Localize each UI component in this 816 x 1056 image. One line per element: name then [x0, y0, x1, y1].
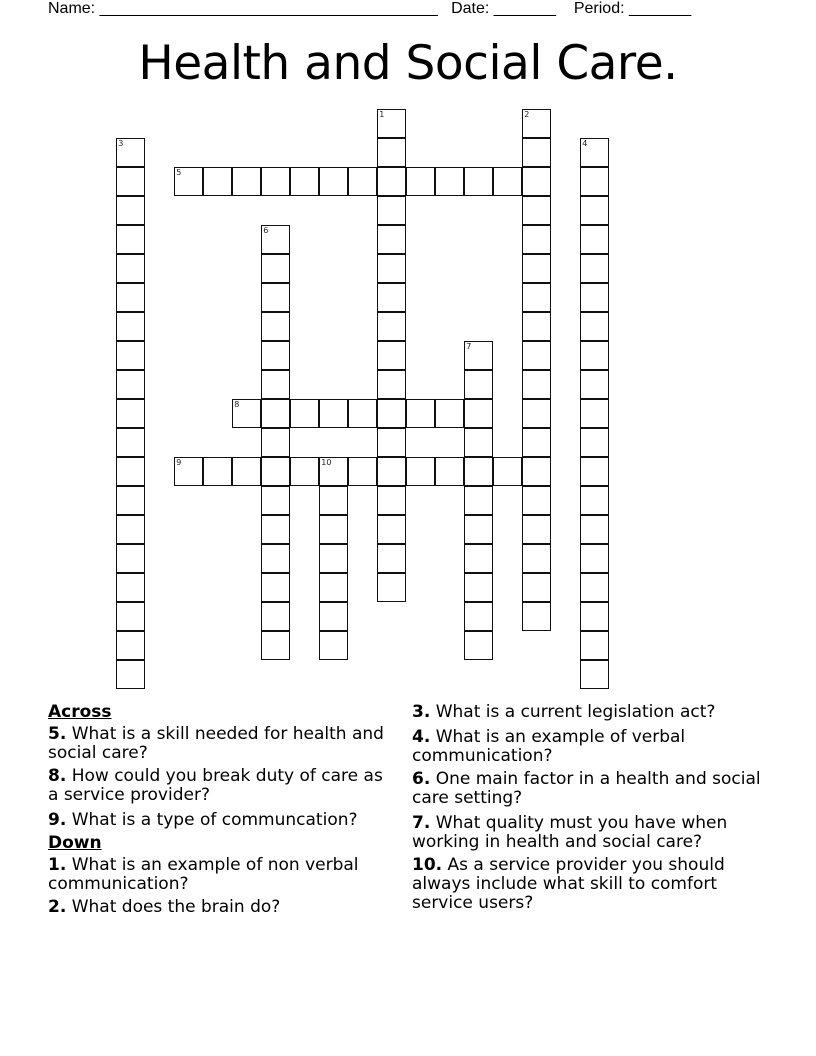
crossword-cell[interactable] — [580, 515, 609, 544]
crossword-cell[interactable] — [377, 196, 406, 225]
crossword-cell[interactable] — [580, 283, 609, 312]
crossword-cell[interactable] — [464, 399, 493, 428]
crossword-cell[interactable] — [377, 109, 406, 138]
crossword-cell[interactable] — [319, 515, 348, 544]
crossword-cell[interactable] — [116, 631, 145, 660]
crossword-cell[interactable] — [580, 486, 609, 515]
crossword-cell[interactable] — [522, 573, 551, 602]
crossword-cell[interactable] — [377, 399, 406, 428]
crossword-cell[interactable] — [435, 457, 464, 486]
clue-down-2 — [48, 898, 393, 917]
crossword-cell[interactable] — [580, 138, 609, 167]
clue-number-label: 4 — [582, 139, 588, 149]
crossword-cell[interactable] — [116, 225, 145, 254]
clue-down-4 — [412, 728, 762, 766]
crossword-cell[interactable] — [580, 457, 609, 486]
crossword-cell[interactable] — [377, 312, 406, 341]
crossword-cell[interactable] — [116, 399, 145, 428]
crossword-cell[interactable] — [406, 457, 435, 486]
crossword-cell[interactable] — [377, 457, 406, 486]
crossword-cell[interactable] — [522, 428, 551, 457]
crossword-cell[interactable] — [464, 544, 493, 573]
crossword-cell[interactable] — [261, 399, 290, 428]
clue-across-5 — [48, 725, 393, 763]
crossword-cell[interactable] — [116, 660, 145, 689]
crossword-cell[interactable] — [116, 515, 145, 544]
clue-number-label: 10 — [321, 458, 332, 468]
crossword-cell[interactable] — [493, 167, 522, 196]
crossword-cell[interactable] — [406, 399, 435, 428]
clue-number-label: 3 — [118, 139, 124, 149]
clue-text: One main factor in a health and social care setting? — [412, 769, 761, 808]
crossword-cell[interactable] — [116, 544, 145, 573]
crossword-cell[interactable] — [261, 254, 290, 283]
crossword-cell[interactable] — [377, 283, 406, 312]
crossword-cell[interactable] — [464, 341, 493, 370]
crossword-cell[interactable] — [464, 428, 493, 457]
crossword-cell[interactable] — [319, 457, 348, 486]
period-label: Period: — [573, 0, 625, 17]
clue-number: 9. — [48, 810, 67, 830]
crossword-cell[interactable] — [522, 515, 551, 544]
crossword-cell[interactable] — [522, 138, 551, 167]
crossword-cell[interactable] — [261, 602, 290, 631]
crossword-cell[interactable] — [116, 341, 145, 370]
crossword-cell[interactable] — [464, 515, 493, 544]
crossword-cell[interactable] — [580, 660, 609, 689]
clue-text: What is an example of non verbal communication? — [48, 855, 359, 894]
crossword-cell[interactable] — [116, 283, 145, 312]
clue-number: 3. — [412, 702, 431, 722]
crossword-cell[interactable] — [290, 457, 319, 486]
crossword-cell[interactable] — [174, 457, 203, 486]
crossword-cell[interactable] — [464, 370, 493, 399]
clue-number-label: 5 — [176, 168, 182, 178]
clue-text: How could you break duty of care as a service provider? — [48, 766, 383, 805]
crossword-cell[interactable] — [377, 138, 406, 167]
page-title: Health and Social Care. — [138, 36, 678, 91]
crossword-cell[interactable] — [522, 602, 551, 631]
crossword-cell[interactable] — [377, 486, 406, 515]
crossword-cell[interactable] — [377, 573, 406, 602]
crossword-cell[interactable] — [435, 167, 464, 196]
crossword-cell[interactable] — [116, 428, 145, 457]
crossword-cell[interactable] — [580, 544, 609, 573]
crossword-cell[interactable] — [261, 341, 290, 370]
crossword-cell[interactable] — [261, 370, 290, 399]
crossword-cell[interactable] — [522, 225, 551, 254]
crossword-cell[interactable] — [493, 457, 522, 486]
crossword-cell[interactable] — [464, 631, 493, 660]
clue-across-8 — [48, 767, 393, 805]
clue-number-label: 7 — [466, 342, 472, 352]
crossword-cell[interactable] — [580, 341, 609, 370]
crossword-cell[interactable] — [464, 573, 493, 602]
clue-text: What is a type of communcation? — [71, 810, 358, 830]
crossword-cell[interactable] — [580, 254, 609, 283]
crossword-cell[interactable] — [261, 631, 290, 660]
name-label: Name: — [48, 0, 96, 17]
crossword-cell[interactable] — [261, 167, 290, 196]
crossword-cell[interactable] — [319, 544, 348, 573]
crossword-cell[interactable] — [377, 254, 406, 283]
crossword-cell[interactable] — [377, 515, 406, 544]
clue-number-label: 1 — [379, 110, 385, 120]
crossword-cell[interactable] — [377, 544, 406, 573]
clues-left-column — [48, 703, 393, 921]
crossword-cell[interactable] — [522, 283, 551, 312]
crossword-cell[interactable] — [580, 602, 609, 631]
clue-number: 1. — [48, 855, 67, 875]
crossword-cell[interactable] — [348, 457, 377, 486]
clue-number: 7. — [412, 813, 431, 833]
crossword-cell[interactable] — [319, 631, 348, 660]
crossword-cell[interactable] — [580, 196, 609, 225]
worksheet-header — [48, 0, 691, 18]
clue-number-label: 6 — [263, 226, 269, 236]
crossword-cell[interactable] — [522, 196, 551, 225]
crossword-cell[interactable] — [116, 138, 145, 167]
clue-text: As a service provider you should always include what skill to comfort service users? — [412, 855, 725, 913]
clue-number-label: 9 — [176, 458, 182, 468]
crossword-cell[interactable] — [464, 457, 493, 486]
crossword-cell[interactable] — [580, 225, 609, 254]
clue-number-label: 2 — [524, 110, 530, 120]
clue-text: What is a skill needed for health and social care? — [48, 724, 384, 763]
crossword-cell[interactable] — [377, 428, 406, 457]
clue-down-10 — [412, 856, 762, 913]
crossword-cell[interactable] — [116, 486, 145, 515]
clue-number: 10. — [412, 855, 443, 875]
crossword-cell[interactable] — [522, 544, 551, 573]
down-heading: Down — [48, 833, 102, 853]
clue-down-1 — [48, 856, 393, 894]
clue-number: 6. — [412, 769, 431, 789]
crossword-cell[interactable] — [522, 167, 551, 196]
crossword-cell[interactable] — [580, 399, 609, 428]
date-field[interactable]: _______ — [493, 0, 557, 17]
clue-down-6 — [412, 770, 762, 808]
crossword-cell[interactable] — [580, 312, 609, 341]
clue-text: What is a current legislation act? — [435, 702, 716, 722]
crossword-cell[interactable] — [580, 631, 609, 660]
crossword-cell[interactable] — [522, 457, 551, 486]
crossword-cell[interactable] — [261, 428, 290, 457]
clue-number: 2. — [48, 897, 67, 917]
crossword-cell[interactable] — [116, 457, 145, 486]
crossword-cell[interactable] — [116, 167, 145, 196]
clue-text: What does the brain do? — [71, 897, 281, 917]
crossword-cell[interactable] — [377, 167, 406, 196]
crossword-cell[interactable] — [203, 167, 232, 196]
clue-text: What quality must you have when working in health and social care? — [412, 813, 728, 852]
crossword-cell[interactable] — [232, 399, 261, 428]
clue-text: What is an example of verbal communication? — [412, 727, 686, 766]
crossword-cell[interactable] — [377, 370, 406, 399]
crossword-cell[interactable] — [261, 457, 290, 486]
crossword-cell[interactable] — [522, 109, 551, 138]
crossword-cell[interactable] — [348, 399, 377, 428]
clue-across-9 — [48, 811, 393, 830]
crossword-cell[interactable] — [232, 167, 261, 196]
crossword-cell[interactable] — [580, 167, 609, 196]
crossword-cell[interactable] — [464, 486, 493, 515]
crossword-cell[interactable] — [319, 167, 348, 196]
crossword-cell[interactable] — [580, 573, 609, 602]
across-heading: Across — [48, 702, 112, 722]
crossword-cell[interactable] — [406, 167, 435, 196]
date-label: Date: — [451, 0, 490, 17]
clue-number: 8. — [48, 766, 67, 786]
crossword-cell[interactable] — [116, 254, 145, 283]
crossword-cell[interactable] — [261, 573, 290, 602]
crossword-cell[interactable] — [319, 573, 348, 602]
crossword-cell[interactable] — [174, 167, 203, 196]
crossword-cell[interactable] — [261, 515, 290, 544]
crossword-cell[interactable] — [580, 428, 609, 457]
crossword-cell[interactable] — [464, 167, 493, 196]
crossword-cell[interactable] — [261, 312, 290, 341]
period-field[interactable]: _______ — [629, 0, 692, 17]
clue-number-label: 8 — [234, 400, 240, 410]
crossword-cell[interactable] — [290, 167, 319, 196]
crossword-cell[interactable] — [261, 225, 290, 254]
crossword-cell[interactable] — [116, 312, 145, 341]
crossword-cell[interactable] — [522, 312, 551, 341]
clues-right-column — [412, 703, 762, 917]
crossword-cell[interactable] — [232, 457, 261, 486]
clue-number: 5. — [48, 724, 67, 744]
crossword-cell[interactable] — [261, 544, 290, 573]
crossword-cell[interactable] — [522, 399, 551, 428]
crossword-cell[interactable] — [522, 370, 551, 399]
clue-down-3 — [412, 703, 762, 722]
crossword-cell[interactable] — [377, 225, 406, 254]
crossword-cell[interactable] — [377, 341, 406, 370]
crossword-cell[interactable] — [319, 486, 348, 515]
crossword-cell[interactable] — [522, 254, 551, 283]
crossword-cell[interactable] — [116, 196, 145, 225]
crossword-cell[interactable] — [522, 486, 551, 515]
crossword-cell[interactable] — [261, 283, 290, 312]
crossword-cell[interactable] — [580, 370, 609, 399]
crossword-cell[interactable] — [435, 399, 464, 428]
crossword-cell[interactable] — [261, 486, 290, 515]
clue-down-7 — [412, 814, 762, 852]
name-field[interactable]: ______________________________________ — [99, 0, 438, 17]
crossword-cell[interactable] — [522, 341, 551, 370]
crossword-cell[interactable] — [116, 602, 145, 631]
crossword-cell[interactable] — [464, 602, 493, 631]
crossword-cell[interactable] — [319, 399, 348, 428]
crossword-cell[interactable] — [203, 457, 232, 486]
crossword-cell[interactable] — [319, 602, 348, 631]
clue-number: 4. — [412, 727, 431, 747]
crossword-cell[interactable] — [116, 370, 145, 399]
crossword-cell[interactable] — [348, 167, 377, 196]
crossword-cell[interactable] — [290, 399, 319, 428]
crossword-cell[interactable] — [116, 573, 145, 602]
